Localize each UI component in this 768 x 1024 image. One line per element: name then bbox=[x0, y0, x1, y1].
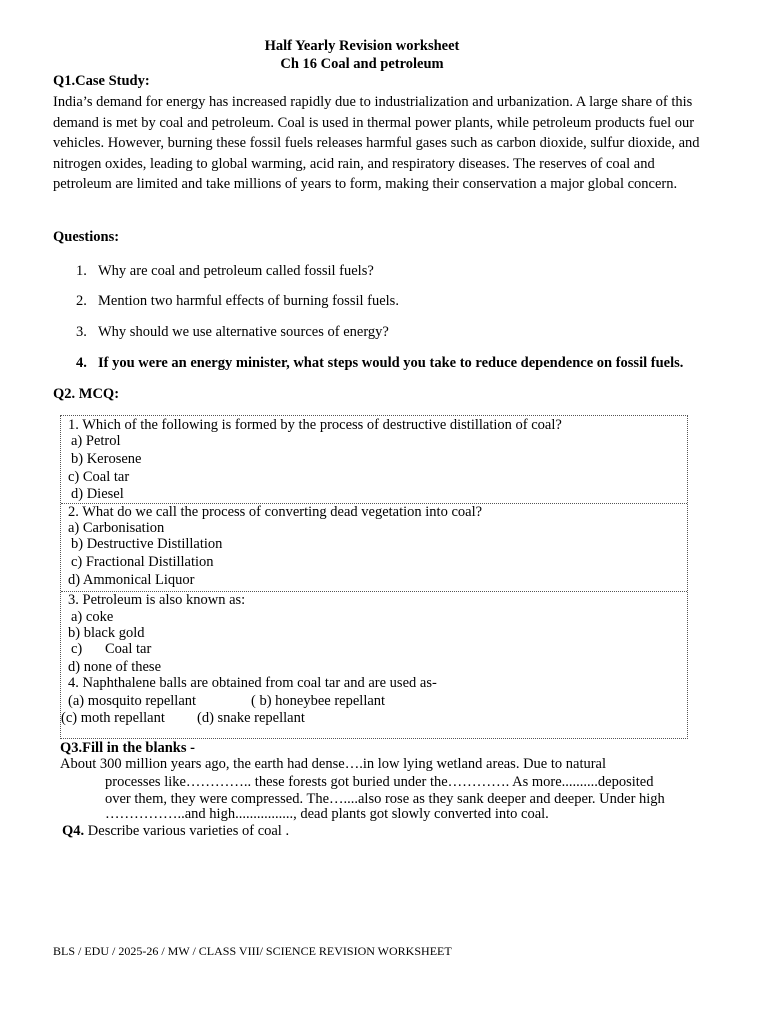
mcq-option: Coal tar bbox=[105, 641, 152, 657]
mcq-option: b) Destructive Distillation bbox=[71, 536, 223, 552]
mcq-option: (d) snake repellant bbox=[197, 710, 305, 726]
question-text: Why should we use alternative sources of energy? bbox=[98, 324, 389, 340]
question-number: 4. bbox=[76, 355, 87, 371]
fill-blank-line: over them, they were compressed. The…....also rose as they sank deeper and deeper. Under high bbox=[105, 791, 665, 807]
question-text: Why are coal and petroleum called fossil fuels? bbox=[98, 263, 374, 279]
questions-heading: Questions: bbox=[53, 229, 120, 245]
chapter-title: Ch 16 Coal and petroleum bbox=[280, 56, 444, 72]
mcq-option: d) Diesel bbox=[71, 486, 124, 502]
mcq-table bbox=[60, 415, 688, 739]
q1-heading: Q1.Case Study: bbox=[53, 73, 150, 89]
q4-line bbox=[62, 823, 289, 840]
mcq-option: c) bbox=[71, 641, 83, 657]
question-number: 2. bbox=[76, 293, 87, 309]
mcq-option: b) black gold bbox=[68, 625, 145, 641]
mcq-option: (c) moth repellant bbox=[61, 710, 165, 726]
q4-text: Describe various varieties of coal . bbox=[87, 823, 290, 839]
worksheet-title: Half Yearly Revision worksheet bbox=[264, 38, 460, 54]
mcq-option: a) coke bbox=[71, 609, 114, 625]
question-item bbox=[76, 355, 683, 372]
mcq-option: b) Kerosene bbox=[71, 451, 142, 467]
mcq-option: (a) mosquito repellant bbox=[68, 693, 197, 709]
mcq-option: a) Carbonisation bbox=[68, 520, 165, 536]
mcq-question: 1. Which of the following is formed by the process of destructive distillation of coal? bbox=[68, 417, 562, 433]
mcq-option: d) none of these bbox=[68, 659, 162, 675]
fill-blank-line: ……………..and high................, dead plants got slowly converted into coal. bbox=[105, 806, 549, 822]
mcq-option: d) Ammonical Liquor bbox=[68, 572, 195, 588]
fill-blank-line: About 300 million years ago, the earth had dense….in low lying wetland areas. Due to natural bbox=[60, 756, 607, 772]
mcq-option: a) Petrol bbox=[71, 433, 121, 449]
q2-heading: Q2. MCQ: bbox=[53, 386, 120, 402]
mcq-question: 3. Petroleum is also known as: bbox=[68, 592, 246, 608]
question-text: Mention two harmful effects of burning fossil fuels. bbox=[98, 293, 399, 309]
mcq-option: ( b) honeybee repellant bbox=[251, 693, 386, 709]
question-text: If you were an energy minister, what steps would you take to reduce dependence on fossil fuels. bbox=[98, 355, 684, 371]
mcq-option: c) Fractional Distillation bbox=[71, 554, 214, 570]
q3-heading: Q3.Fill in the blanks - bbox=[60, 740, 195, 756]
question-number: 3. bbox=[76, 324, 87, 340]
question-number: 1. bbox=[76, 263, 87, 279]
footer-text: BLS / EDU / 2025-26 / MW / CLASS VIII/ SCIENCE REVISION WORKSHEET bbox=[53, 944, 452, 958]
fill-blank-line: processes like………….. these forests got buried under the…………. As more..........deposited bbox=[105, 774, 654, 790]
question-item bbox=[76, 324, 389, 341]
case-study-passage: India’s demand for energy has increased rapidly due to industrialization and urbanization. A large share of this demand is met by coal and petroleum. Coal is used in thermal power plants, while petroleum products fuel our vehicles. However, burning these fossil fuels releases harmful gases such as carbon dioxide, sulfur dioxide, and nitrogen oxides, leading to global warming, acid rain, and respiratory diseases. The reserves of coal and petroleum are limited and take millions of years to form, making their conservation a major global concern. bbox=[53, 94, 700, 192]
mcq-option: c) Coal tar bbox=[68, 469, 130, 485]
mcq-question: 2. What do we call the process of converting dead vegetation into coal? bbox=[68, 504, 483, 520]
mcq-question: 4. Naphthalene balls are obtained from coal tar and are used as- bbox=[68, 675, 437, 691]
question-item bbox=[76, 293, 399, 310]
question-item bbox=[76, 263, 374, 280]
q4-label: Q4. bbox=[62, 823, 85, 839]
